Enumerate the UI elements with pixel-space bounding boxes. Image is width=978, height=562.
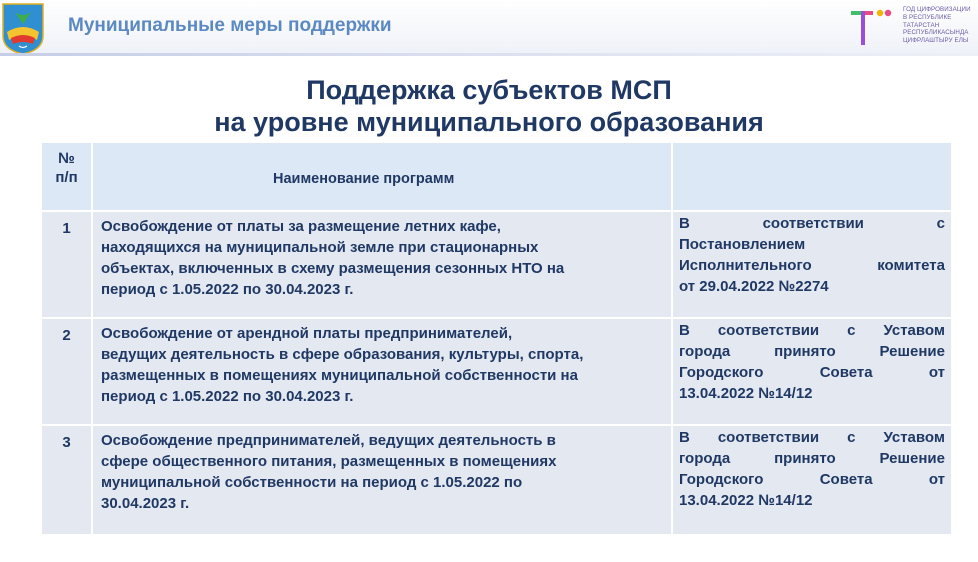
program-line: ведущих деятельность в сфере образования, культуры, спорта,	[101, 346, 584, 363]
program-name	[93, 214, 671, 300]
table-header-cell-bg	[673, 143, 951, 210]
row-number: 1	[62, 220, 71, 237]
header-num-line: №	[58, 150, 75, 167]
legal-basis	[673, 427, 951, 511]
table-header-name: Наименование программ	[273, 171, 455, 187]
legal-basis	[673, 320, 951, 404]
basis-line: Постановлением	[679, 236, 806, 253]
program-line: находящихся на муниципальной земле при стационарных	[101, 239, 539, 256]
basis-line: Городского Совета от	[679, 471, 945, 488]
program-name	[93, 321, 671, 407]
program-line: размещенных в помещениях муниципальной собственности на	[101, 367, 578, 384]
logo-text-line: РЕСПУБЛИКАСЫНДА	[903, 29, 969, 37]
basis-line: В соответствии с	[679, 215, 945, 232]
digitalization-year-logo-text	[903, 6, 975, 45]
header-divider	[0, 53, 978, 56]
header-num-line: п/п	[55, 169, 78, 186]
legal-basis	[673, 213, 951, 297]
program-line: Освобождение от платы за размещение летних кафе,	[101, 218, 501, 235]
basis-line: от 29.04.2022 №2274	[679, 278, 829, 295]
logo-text-line: ТАТАРСТАН	[903, 21, 940, 29]
program-line: период с 1.05.2022 по 30.04.2023 г.	[101, 281, 354, 298]
logo-text-line: ГОД ЦИФРОВИЗАЦИИ	[903, 6, 971, 13]
program-line: 30.04.2023 г.	[101, 495, 190, 512]
row-number: 2	[62, 327, 71, 344]
program-line: объектах, включенных в схему размещения сезонных НТО на	[101, 260, 565, 277]
slide-header	[0, 0, 978, 56]
page-title	[0, 74, 978, 138]
basis-line: Городского Совета от	[679, 364, 945, 381]
program-line: сфере общественного питания, размещенных в помещениях	[101, 453, 557, 470]
program-line: Освобождение предпринимателей, ведущих деятельность в	[101, 432, 556, 449]
program-line: Освобождение от арендной платы предпринимателей,	[101, 325, 513, 342]
basis-line: города принято Решение	[679, 343, 945, 360]
row-number: 3	[62, 434, 71, 451]
page-title-line: на уровне муниципального образования	[214, 107, 764, 137]
basis-line: 13.04.2022 №14/12	[679, 492, 813, 509]
page-title-line: Поддержка субъектов МСП	[306, 75, 672, 105]
city-crest-icon	[1, 2, 45, 55]
program-line: муниципальной собственности на период с 1.05.2022 по	[101, 474, 523, 491]
basis-line: В соответствии с Уставом	[679, 322, 945, 339]
program-name	[93, 428, 671, 514]
basis-line: Исполнительного комитета	[679, 257, 945, 274]
support-measures-table	[42, 143, 951, 535]
table-header-number	[42, 149, 91, 187]
digitalization-year-logo-icon	[851, 8, 899, 46]
basis-line: В соответствии с Уставом	[679, 429, 945, 446]
logo-text-line: ЦИФРЛАШТЫРУ ЕЛЫ	[903, 37, 969, 45]
program-line: период с 1.05.2022 по 30.04.2023 г.	[101, 388, 354, 405]
header-title: Муниципальные меры поддержки	[68, 15, 392, 36]
logo-text-line: В РЕСПУБЛИКЕ	[903, 13, 952, 21]
basis-line: 13.04.2022 №14/12	[679, 385, 813, 402]
basis-line: города принято Решение	[679, 450, 945, 467]
